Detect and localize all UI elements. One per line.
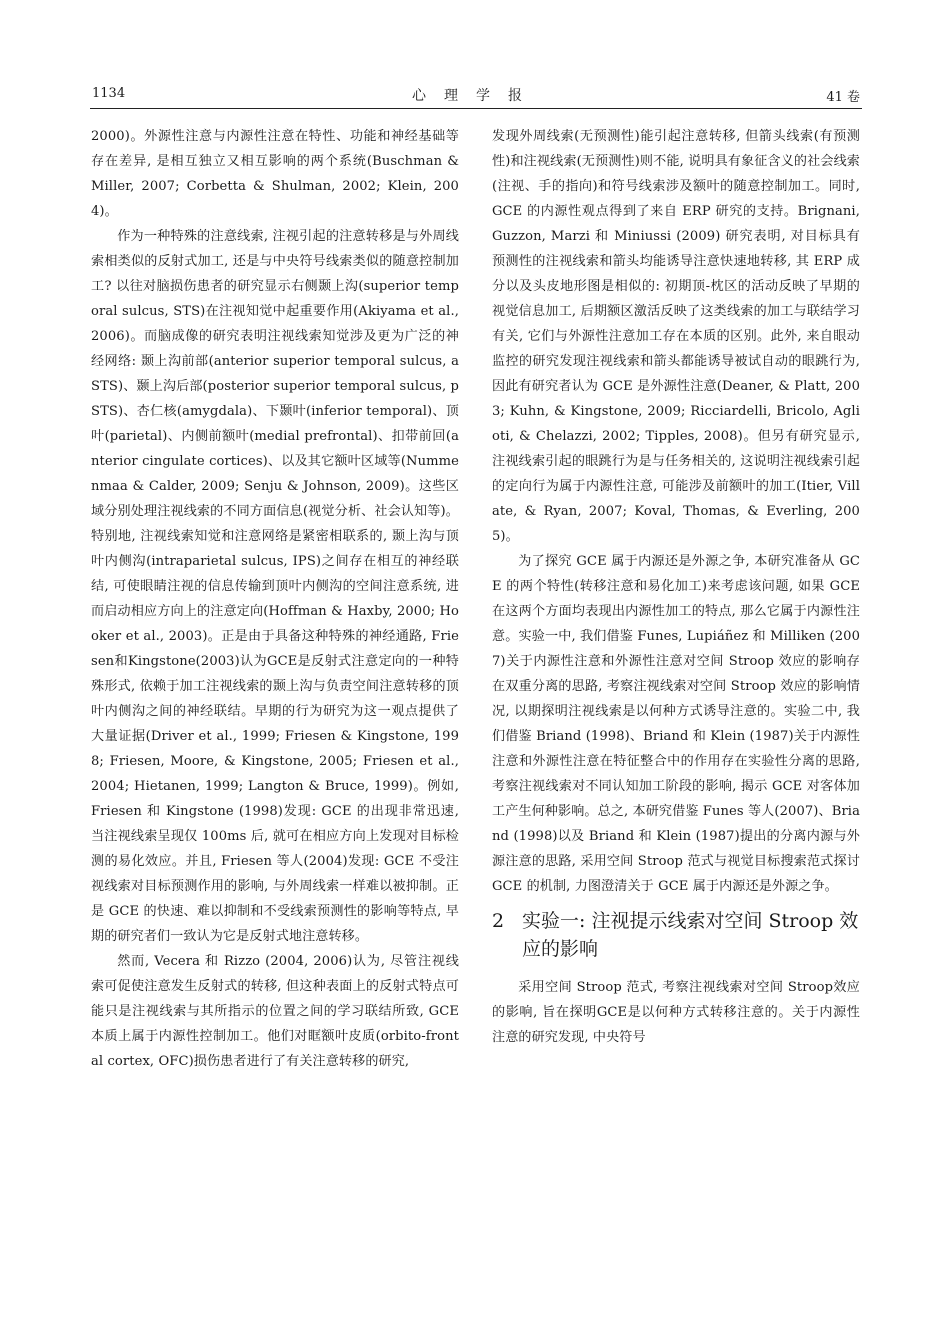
right-column — [492, 124, 860, 1234]
running-header — [90, 84, 862, 109]
section-title: 实验一: 注视提示线索对空间 Stroop 效应的影响 — [522, 910, 859, 960]
journal-name: 心理学报 — [412, 88, 540, 104]
paragraph-continued: 2000)。外源性注意与内源性注意在特性、功能和神经基础等存在差异, 是相互独立又相互影响的两个系统(Buschman & Miller, 2007; Corbetta & Shulman, 2002; Klein, 2004)。 — [91, 129, 459, 219]
page-number: 1134 — [92, 86, 126, 101]
paragraph-experiment-one: 采用空间 Stroop 范式, 考察注视线索对空间 Stroop效应的影响, 旨在探明GCE是以何种方式转移注意的。关于内源性注意的研究发现, 中央符号 — [492, 980, 860, 1045]
paragraph-study-aim: 为了探究 GCE 属于内源还是外源之争, 本研究准备从 GCE 的两个特性(转移注意和易化加工)来考虑该问题, 如果 GCE 在这两个方面均表现出内源性加工的特点, 那么它属于内源性注意。实验一中, 我们借鉴 Funes, Lupiáñez 和 Milliken (2007)关于内源性注意和外源性注意对空间 Stroop 效应的影响存在双重分离的思路, 考察注视线索对空间 Stroop 效应的影响情况, 以期探明注视线索是以何种方式诱导注意的。实验二中, 我们借鉴 Briand (1998)、Briand 和 Klein (1987)关于内源性注意和外源性注意在特征整合中的作用存在实验性分离的思路, 考察注视线索对不同认知加工阶段的影响, 揭示 GCE 对客体加工产生何种影响。总之, 本研究借鉴 Funes 等人(2007)、Briand (1998)以及 Briand 和 Klein (1987)提出的分离内源与外源注意的思路, 采用空间 Stroop 范式与视觉目标搜索范式探讨 GCE 的机制, 力图澄清关于 GCE 属于内源还是外源之争。 — [492, 554, 860, 894]
left-column — [91, 124, 459, 1234]
paragraph-vecera-rizzo: 然而, Vecera 和 Rizzo (2004, 2006)认为, 尽管注视线索可促使注意发生反射式的转移, 但这种表面上的反射式特点可能只是注视线索与其所指示的位置之间的学习联结所致, GCE 本质上属于内源性控制加工。他们对眶额叶皮质(orbito-frontal cortex, OFC)损伤患者进行了有关注意转移的研究, — [91, 954, 459, 1069]
paragraph-erp-evidence: 发现外周线索(无预测性)能引起注意转移, 但箭头线索(有预测性)和注视线索(无预测性)则不能, 说明具有象征含义的社会线索(注视、手的指向)和符号线索涉及额叶的随意控制加工。同时, GCE 的内源性观点得到了来自 ERP 研究的支持。Brignani, Guzzon, Marzi 和 Miniussi (2009) 研究表明, 对目标具有预测性的注视线索和箭头均能诱导注意快速地转移, 其 ERP 成分以及头皮地形图是相似的: 初期顶-枕区的活动反映了早期的视觉信息加工, 后期额区激活反映了这类线索的加工与联结学习有关, 它们与外源性注意加工存在本质的区别。此外, 来自眼动监控的研究发现注视线索和箭头都能诱导被试自动的眼跳行为, 因此有研究者认为 GCE 是外源性注意(Deaner, & Platt, 2003; Kuhn, & Kingstone, 2009; Ricciardelli, Bricolo, Aglioti, & Chelazzi, 2002; Tipples, 2008)。但另有研究显示, 注视线索引起的眼跳行为是与任务相关的, 这说明注视线索引起的定向行为属于内源性注意, 可能涉及前额叶的加工(Itier, Villate, & Ryan, 2007; Koval, Thomas, & Everling, 2005)。 — [492, 129, 860, 544]
paragraph-gaze-cue-neural: 作为一种特殊的注意线索, 注视引起的注意转移是与外周线索相类似的反射式加工, 还是与中央符号线索类似的随意控制加工? 以往对脑损伤患者的研究显示右侧颞上沟(superior temporal sulcus, STS)在注视知觉中起重要作用(Akiyama et al., 2006)。而脑成像的研究表明注视线索知觉涉及更为广泛的神经网络: 颞上沟前部(anterior superior temporal sulcus, aSTS)、颞上沟后部(posterior superior temporal sulcus, pSTS)、杏仁核(amygdala)、下颞叶(inferior temporal)、顶叶(parietal)、内侧前额叶(medial prefrontal)、扣带前回(anterior cingulate cortices)、以及其它额叶区域等(Nummenmaa & Calder, 2009; Senju & Johnson, 2009)。这些区域分别处理注视线索的不同方面信息(视觉分析、社会认知等)。特别地, 注视线索知觉和注意网络是紧密相联系的, 颞上沟与顶叶内侧沟(intraparietal sulcus, IPS)之间存在相互的神经联结, 可使眼睛注视的信息传输到顶叶内侧沟的空间注意系统, 进而启动相应方向上的注意定向(Hoffman & Haxby, 2000; Hooker et al., 2003)。正是由于具备这种特殊的神经通路, Friesen和Kingstone(2003)认为GCE是反射式注意定向的一种特殊形式, 依赖于加工注视线索的颞上沟与负责空间注意转移的顶叶内侧沟之间的神经联结。早期的行为研究为这一观点提供了大量证据(Driver et al., 1999; Friesen & Kingstone, 1998; Friesen, Moore, & Kingstone, 2005; Friesen et al., 2004; Hietanen, 1999; Langton & Bruce, 1999)。例如, Friesen 和 Kingstone (1998)发现: GCE 的出现非常迅速, 当注视线索呈现仅 100ms 后, 就可在相应方向上发现对目标检测的易化效应。并且, Friesen 等人(2004)发现: GCE 不受注视线索对目标预测作用的影响, 与外周线索一样难以被抑制。正是 GCE 的快速、难以抑制和不受线索预测性的影响等特点, 早期的研究者们一致认为它是反射式地注意转移。 — [91, 229, 459, 944]
section-number: 2 — [492, 910, 505, 932]
volume-label: 41 卷 — [826, 90, 860, 105]
section-heading — [492, 907, 860, 963]
